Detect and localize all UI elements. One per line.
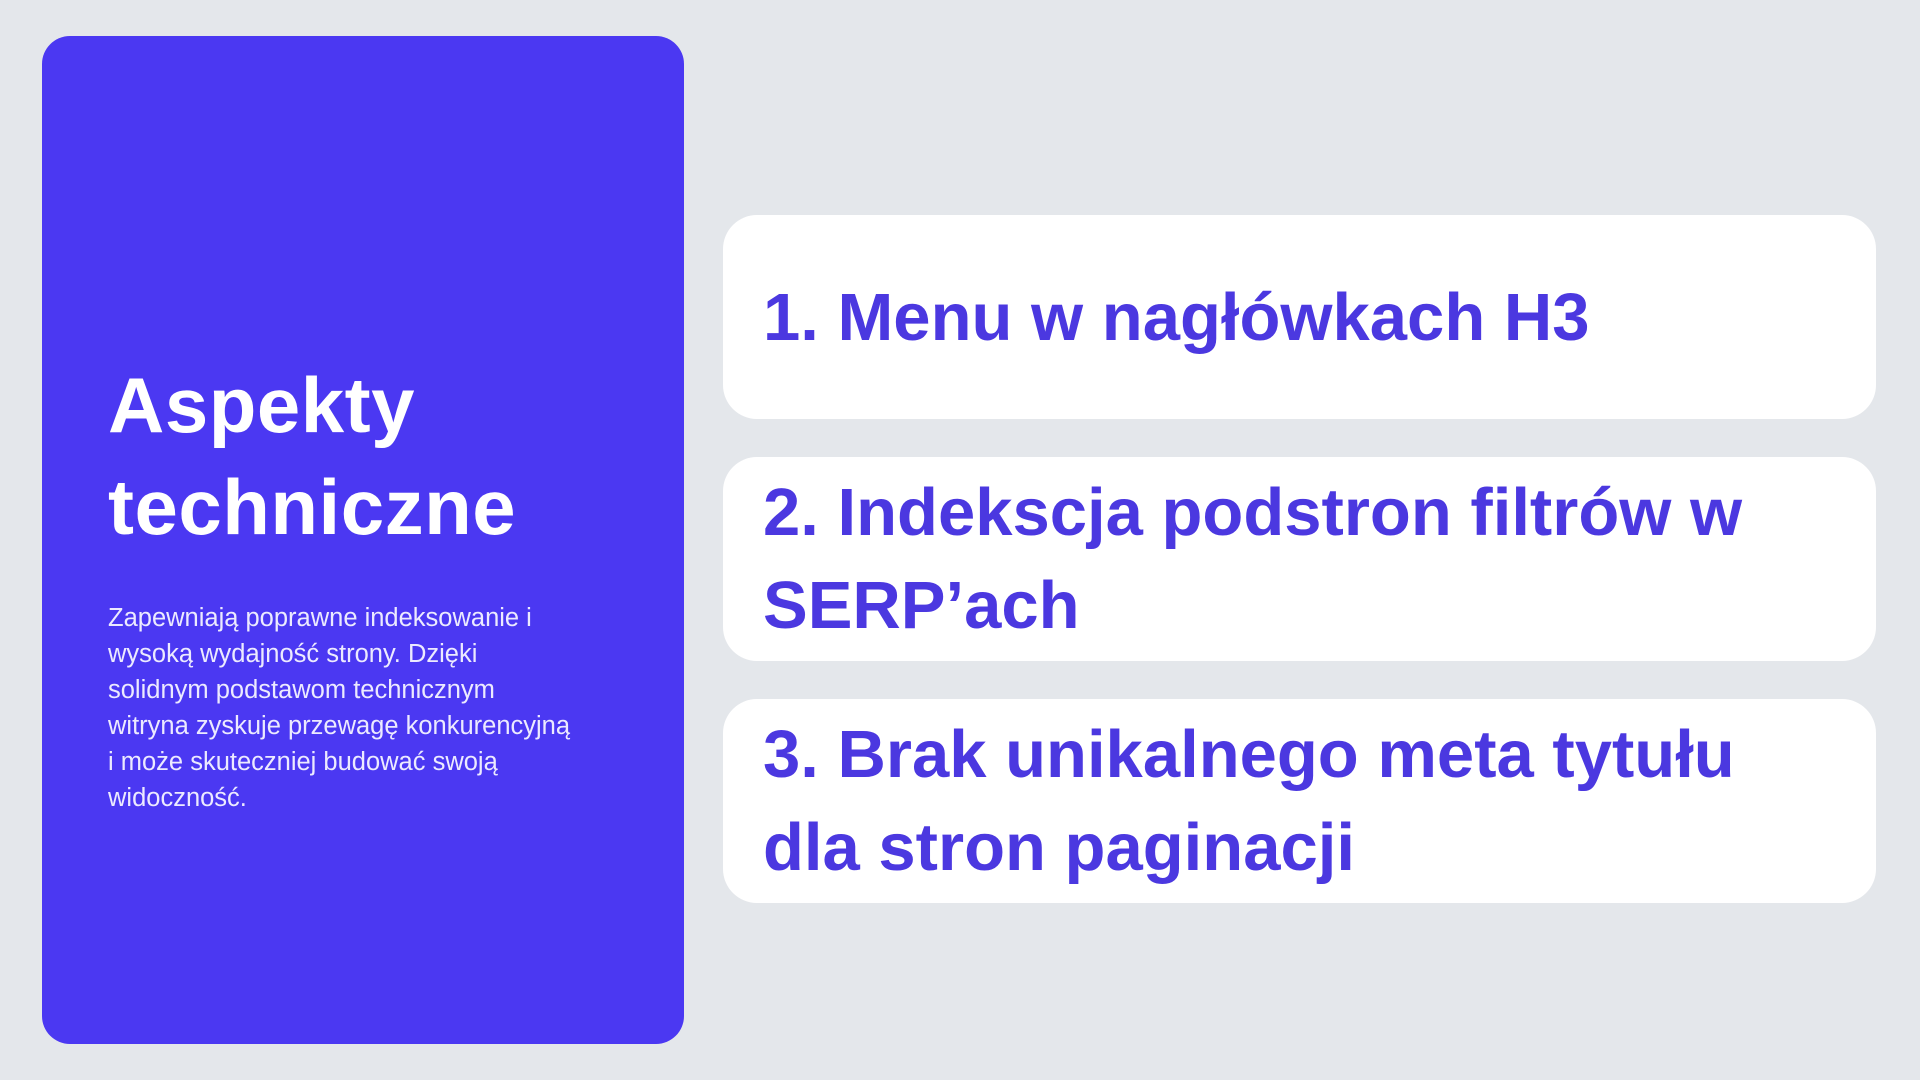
panel-description: Zapewniają poprawne indeksowanie i wysoką wydajność strony. Dzięki solidnym podstawom technicznym witryna zyskuje przewagę konkurencyjną i może skuteczniej budować swoją widoczność. bbox=[108, 604, 571, 812]
list-item-label: 3. Brak unikalnego meta tytułu dla stron paginacji bbox=[763, 717, 1735, 885]
list-item-1 bbox=[723, 215, 1876, 419]
list-item-label: 1. Menu w nagłówkach H3 bbox=[763, 279, 1590, 355]
list-item-label: 2. Indekscja podstron filtrów w SERP’ach bbox=[763, 475, 1743, 643]
left-panel bbox=[42, 36, 684, 1044]
list-item-3 bbox=[723, 699, 1876, 903]
panel-title: Aspekty techniczne bbox=[108, 361, 517, 551]
list-item-2 bbox=[723, 457, 1876, 661]
